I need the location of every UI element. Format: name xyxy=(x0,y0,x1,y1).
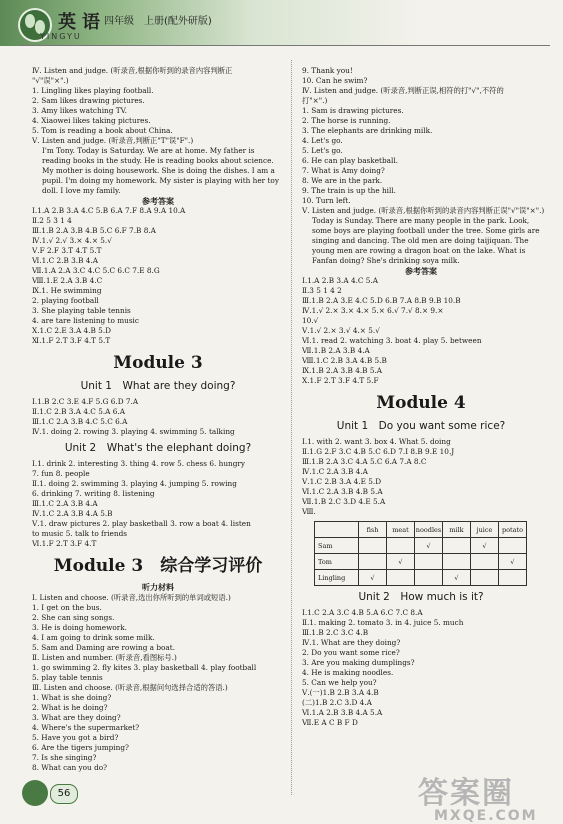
table-cell xyxy=(359,538,387,554)
text-line: 10. Turn left. xyxy=(302,196,351,205)
table-row xyxy=(315,570,527,586)
text-line: 6. He can play basketball. xyxy=(302,156,398,165)
text-line: 3. The elephants are drinking milk. xyxy=(302,126,433,135)
text-line: 6. Are the tigers jumping? xyxy=(32,743,129,752)
table-cell xyxy=(387,570,415,586)
text-line: Ⅸ.1.B 2.A 3.B 4.B 5.A xyxy=(302,366,383,375)
text-line: I'm Tony. Today is Saturday. We are at home. My father is reading books in the study. He is reading books about science. My mother is doing housework. She is doing the dishes. I am a pupil. I'm doing my homework. My sister is playing with her toy doll. I love my family. xyxy=(42,146,279,195)
table-header-cell: meat xyxy=(387,522,415,538)
text-line: 4. I am going to drink some milk. xyxy=(32,633,155,642)
text-line: Ⅴ.1.√ 2.× 3.√ 4.× 5.√ xyxy=(302,326,380,335)
text-line: Ⅱ.1. making 2. tomato 3. in 4. juice 5. much xyxy=(302,618,464,627)
text-line: 2. Do you want some rice? xyxy=(302,648,400,657)
text-line: 4. are tare listening to music xyxy=(32,316,139,325)
watermark-top: 答案圈 xyxy=(418,776,514,811)
table-cell xyxy=(443,554,471,570)
text-line: 1. I get on the bus. xyxy=(32,603,102,612)
m4-unit1-answers xyxy=(302,437,540,517)
text-line: 3. Amy likes watching TV. xyxy=(32,106,127,115)
text-line: 7. fun 8. people xyxy=(32,469,90,478)
text-line: (二)1.B 2.C 3.D 4.A xyxy=(302,698,372,707)
text-line: Ⅱ.1.C 2.B 3.A 4.C 5.A 6.A xyxy=(32,407,125,416)
table-header-cell: juice xyxy=(471,522,499,538)
text-line: 1. What is she doing? xyxy=(32,693,112,702)
text-line: 4. He is making noodles. xyxy=(302,668,394,677)
grade-label: 四年级 上册(配外研版) xyxy=(104,16,212,27)
module-3-heading: Module 3 xyxy=(113,353,203,373)
text-line: Ⅰ.1. drink 2. interesting 3. thing 4. row 5. chess 6. hungry xyxy=(32,459,246,468)
text-line: Ⅳ.1.C 2.A 3.B 4.A 5.B xyxy=(32,509,113,518)
text-line: Ⅳ.1.√ 2.√ 3.× 4.× 5.√ xyxy=(32,236,112,245)
text-line: Ⅱ.1.G 2.F 3.C 4.B 5.C 6.D 7.I 8.B 9.E 10.J xyxy=(302,447,455,456)
m3-unit2-answers xyxy=(32,459,284,549)
text-line: 4. Where's the supermarket? xyxy=(32,723,140,732)
table-cell: √ xyxy=(443,570,471,586)
text-line: Ⅶ.E A C B F D xyxy=(302,718,358,727)
text-line: Ⅰ.1. with 2. want 3. box 4. What 5. doing xyxy=(302,437,451,446)
text-line: 打"×".) xyxy=(302,96,328,105)
text-line: Ⅱ.3 5 1 4 2 xyxy=(302,286,342,295)
text-line: 9. Thank you! xyxy=(302,66,353,75)
text-line: 9. The train is up the hill. xyxy=(302,186,396,195)
text-line: Ⅲ.1.C 2.A 3.B 4.A xyxy=(32,499,98,508)
text-line: Ⅶ.1.A 2.A 3.C 4.C 5.C 6.C 7.E 8.G xyxy=(32,266,160,275)
text-line: Ⅲ.1.B 2.A 3.C 4.A 5.C 6.A 7.A 8.C xyxy=(302,457,427,466)
subject-title: 英语 xyxy=(58,12,106,33)
text-line: Ⅴ.1. draw pictures 2. play basketball 3. row a boat 4. listen xyxy=(32,519,251,528)
text-line: Ⅳ.1. doing 2. rowing 3. playing 4. swimming 5. talking xyxy=(32,427,235,436)
text-line: 8. We are in the park. xyxy=(302,176,383,185)
text-line: Ⅲ.1.B 2.A 3.B 4.B 5.C 6.F 7.B 8.A xyxy=(32,226,156,235)
text-line: Ⅹ.1.C 2.E 3.A 4.B 5.D xyxy=(32,326,111,335)
text-line: Ⅴ.(一)1.B 2.B 3.A 4.B xyxy=(302,688,379,697)
m4-unit1-heading: Unit 1 Do you want some rice? xyxy=(336,420,506,432)
text-line: 4. Xiaowei likes taking pictures. xyxy=(32,116,151,125)
text-line: 参考答案 xyxy=(405,266,437,276)
review-lines xyxy=(32,593,284,773)
text-line: 2. playing football xyxy=(32,296,99,305)
right-answer-lines xyxy=(302,66,545,386)
text-line: Today is Sunday. There are many people in the park. Look, some boys are playing football under the tree. Some girls are singing and dancing. The old men are doing taijiquan. The young men are rowing a dragon boat on the lake. What is Fanfan doing? She's drinking soya milk. xyxy=(312,216,540,265)
text-line: Ⅶ.1.B 2.C 3.D 4.E 5.A xyxy=(302,497,386,506)
text-line: Ⅰ. Listen and choose. (听录音,选出你所听到的单词或短语.) xyxy=(32,593,231,602)
text-line: Ⅳ.1.√ 2.× 3.× 4.× 5.× 6.√ 7.√ 8.× 9.× xyxy=(302,306,444,315)
watermark-bottom: MXQE.COM xyxy=(434,808,538,824)
table-cell xyxy=(499,538,527,554)
text-line: Ⅳ. Listen and judge. (听录音,判断正误,相符的打"√",不符的 xyxy=(302,86,504,95)
text-line: 2. What is he doing? xyxy=(32,703,108,712)
page-badge xyxy=(22,780,82,806)
text-line: Ⅷ.1.C 2.B 3.A 4.B 5.B xyxy=(302,356,387,365)
table-row-name: Lingling xyxy=(315,570,359,586)
text-line: Ⅰ.1.A 2.B 3.A 4.C 5.B 6.A 7.F 8.A 9.A 10.A xyxy=(32,206,186,215)
text-line: Ⅲ. Listen and choose. (听录音,根据问句选择合适的答语.) xyxy=(32,683,228,692)
left-answer-lines xyxy=(32,66,284,346)
text-line: 3. Are you making dumplings? xyxy=(302,658,415,667)
text-line: 5. Can we help you? xyxy=(302,678,377,687)
text-line: 3. He is doing homework. xyxy=(32,623,127,632)
text-line: 10. Can he swim? xyxy=(302,76,368,85)
text-line: Ⅸ.1. He swimming xyxy=(32,286,102,295)
m3-unit1-heading: Unit 1 What are they doing? xyxy=(80,380,236,392)
text-line: 4. Let's go. xyxy=(302,136,343,145)
review-heading: Module 3 综合学习评价 xyxy=(53,556,263,576)
text-line: to music 5. talk to friends xyxy=(32,529,127,538)
table-cell xyxy=(499,570,527,586)
text-line: Ⅷ. xyxy=(302,507,316,516)
text-line: 10.√ xyxy=(302,316,319,325)
table-cell: √ xyxy=(415,538,443,554)
text-line: 5. Let's go. xyxy=(302,146,343,155)
text-line: Ⅰ.1.A 2.B 3.A 4.C 5.A xyxy=(302,276,379,285)
text-line: 5. play table tennis xyxy=(32,673,103,682)
text-line: Ⅵ.1.F 2.T 3.F 4.T xyxy=(32,539,97,548)
table-cell xyxy=(471,570,499,586)
text-line: Ⅴ. Listen and judge. (听录音,判断正"T"误"F".) xyxy=(32,136,194,145)
listening-material-label: 听力材料 xyxy=(142,582,174,592)
text-line: Ⅴ.F 2.F 3.T 4.T 5.T xyxy=(32,246,102,255)
watermark xyxy=(418,768,538,824)
text-line: Ⅲ.1.B 2.C 3.C 4.B xyxy=(302,628,369,637)
page-number: 56 xyxy=(50,784,78,804)
text-line: Ⅵ.1. read 2. watching 3. boat 4. play 5. between xyxy=(302,336,482,345)
text-line: Ⅳ. Listen and judge. (听录音,根据你听到的录音内容判断正 xyxy=(32,66,233,75)
text-line: 1. Lingling likes playing football. xyxy=(32,86,154,95)
text-line: 5. Sam and Daming are rowing a boat. xyxy=(32,643,176,652)
text-line: Ⅲ.1.B 2.A 3.E 4.C 5.D 6.B 7.A 8.B 9.B 10.B xyxy=(302,296,461,305)
text-line: "√"误"×".) xyxy=(32,76,69,85)
text-line: 3. She playing table tennis xyxy=(32,306,131,315)
table-header-cell: potato xyxy=(499,522,527,538)
text-line: 6. drinking 7. writing 8. listening xyxy=(32,489,155,498)
m3-unit1-answers xyxy=(32,397,284,437)
m4-unit2-heading: Unit 2 How much is it? xyxy=(358,591,484,603)
text-line: Ⅰ.1.B 2.C 3.E 4.F 5.G 6.D 7.A xyxy=(32,397,139,406)
text-line: 2. She can sing songs. xyxy=(32,613,115,622)
table-row xyxy=(315,554,527,570)
table-row-name: Sam xyxy=(315,538,359,554)
text-line: Ⅰ.1.C 2.A 3.C 4.B 5.A 6.C 7.C 8.A xyxy=(302,608,423,617)
text-line: 参考答案 xyxy=(142,196,174,206)
table-cell: √ xyxy=(499,554,527,570)
m3-unit2-heading: Unit 2 What's the elephant doing? xyxy=(64,442,252,454)
text-line: Ⅵ.1.A 2.B 3.B 4.A 5.A xyxy=(302,708,383,717)
table-cell: √ xyxy=(359,570,387,586)
column-divider xyxy=(291,60,292,795)
header-divider xyxy=(20,45,550,46)
text-line: 2. Sam likes drawing pictures. xyxy=(32,96,145,105)
m4-unit2-answers xyxy=(302,608,540,728)
text-line: Ⅴ.1.C 2.B 3.A 4.E 5.D xyxy=(302,477,382,486)
text-line: 7. Is she singing? xyxy=(32,753,97,762)
text-line: Ⅱ.1. doing 2. swimming 3. playing 4. jumping 5. rowing xyxy=(32,479,237,488)
text-line: Ⅵ.1.C 2.A 3.B 4.B 5.A xyxy=(302,487,383,496)
table-header-cell: fish xyxy=(359,522,387,538)
flower-icon xyxy=(22,780,48,806)
table-row-name: Tom xyxy=(315,554,359,570)
text-line: Ⅹ.1.F 2.T 3.F 4.T 5.F xyxy=(302,376,379,385)
table-cell xyxy=(359,554,387,570)
table-header-cell: noodles xyxy=(415,522,443,538)
right-column xyxy=(302,66,545,728)
table-cell xyxy=(387,538,415,554)
text-line: Ⅶ.1.B 2.A 3.B 4.A xyxy=(302,346,370,355)
table-cell: √ xyxy=(387,554,415,570)
text-line: Ⅳ.1.C 2.A 3.B 4.A xyxy=(302,467,368,476)
table-header-cell: milk xyxy=(443,522,471,538)
text-line: Ⅳ.1. What are they doing? xyxy=(302,638,401,647)
text-line: Ⅴ. Listen and judge. (听录音,根据你听到的录音内容判断正误"√"误"×".) xyxy=(302,206,545,215)
text-line: 1. go swimming 2. fly kites 3. play basketball 4. play football xyxy=(32,663,257,672)
table-cell xyxy=(471,554,499,570)
food-table xyxy=(314,521,527,586)
table-cell xyxy=(415,570,443,586)
text-line: 7. What is Amy doing? xyxy=(302,166,385,175)
module-4-heading: Module 4 xyxy=(376,393,466,413)
text-line: Ⅱ.2 5 3 1 4 xyxy=(32,216,72,225)
text-line: Ⅺ.1.F 2.T 3.F 4.T 5.T xyxy=(32,336,111,345)
text-line: 3. What are they doing? xyxy=(32,713,121,722)
text-line: 5. Tom is reading a book about China. xyxy=(32,126,173,135)
table-cell xyxy=(443,538,471,554)
text-line: Ⅲ.1.C 2.A 3.B 4.C 5.C 6.A xyxy=(32,417,128,426)
text-line: 2. The horse is running. xyxy=(302,116,391,125)
text-line: 8. What can you do? xyxy=(32,763,108,772)
table-cell xyxy=(415,554,443,570)
text-line: Ⅷ.1.E 2.A 3.B 4.C xyxy=(32,276,103,285)
table-row xyxy=(315,538,527,554)
left-column xyxy=(32,66,284,773)
text-line: 1. Sam is drawing pictures. xyxy=(302,106,404,115)
subject-pinyin: YINGYU xyxy=(40,32,82,41)
table-cell: √ xyxy=(471,538,499,554)
text-line: Ⅵ.1.C 2.B 3.B 4.A xyxy=(32,256,99,265)
text-line: 5. Have you got a bird? xyxy=(32,733,119,742)
table-header-cell xyxy=(315,522,359,538)
text-line: Ⅱ. Listen and number. (听录音,看图标号.) xyxy=(32,653,177,662)
